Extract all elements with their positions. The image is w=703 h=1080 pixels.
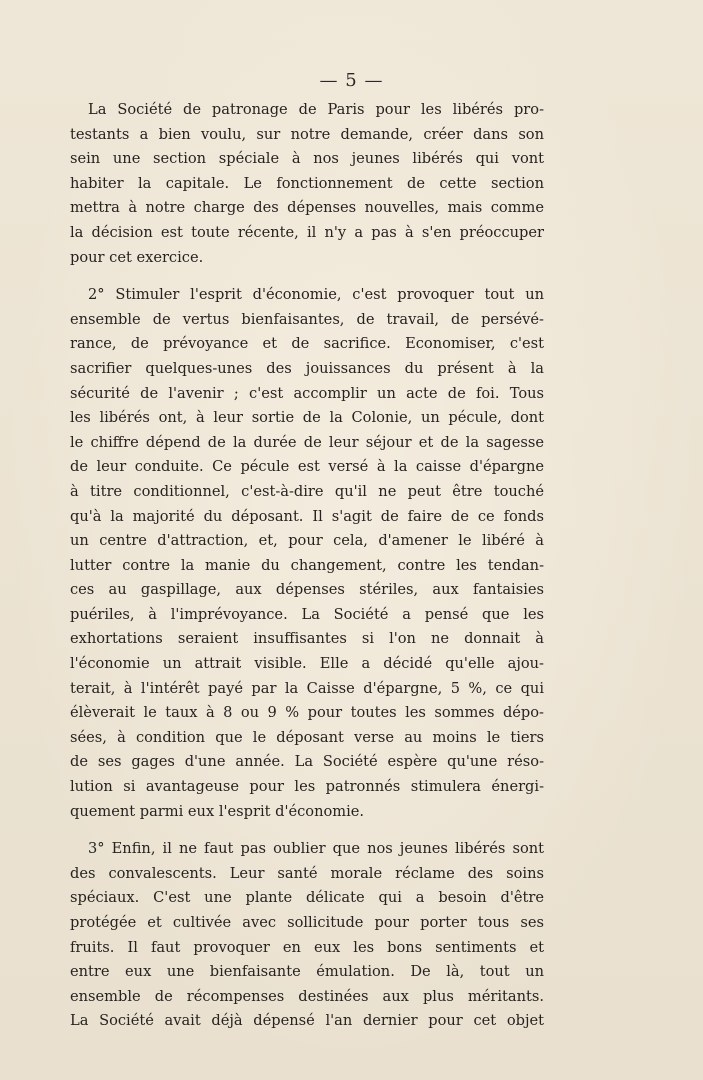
text-line: ensemble de vertus bienfaisantes, de travail, de persévé- <box>70 310 544 328</box>
text-line: quement parmi eux l'esprit d'économie. <box>70 802 365 820</box>
text-line: 3° Enfin, il ne faut pas oublier que nos jeunes libérés sont <box>88 840 544 858</box>
body-text <box>70 98 544 1047</box>
text-line: un centre d'attraction, et, pour cela, d'amener le libéré à <box>70 532 544 550</box>
text-line: mettra à notre charge des dépenses nouvelles, mais comme <box>70 199 544 217</box>
text-line: de ses gages d'une année. La Société espère qu'une réso- <box>70 753 544 771</box>
paragraph-economie <box>70 283 544 824</box>
text-line: rance, de prévoyance et de sacrifice. Economiser, c'est <box>70 335 544 353</box>
text-line: l'économie un attrait visible. Elle a décidé qu'elle ajou- <box>70 655 544 673</box>
text-line: à titre conditionnel, c'est-à-dire qu'il ne peut être touché <box>70 482 544 500</box>
text-line: entre eux une bienfaisante émulation. De là, tout un <box>70 963 544 981</box>
text-line: terait, à l'intérêt payé par la Caisse d'épargne, 5 %, ce qui <box>70 679 544 697</box>
text-line: qu'à la majorité du déposant. Il s'agit de faire de ce fonds <box>70 507 544 525</box>
text-line: sécurité de l'avenir ; c'est accomplir un acte de foi. Tous <box>70 384 544 402</box>
text-line: sées, à condition que le déposant verse au moins le tiers <box>70 728 544 746</box>
text-line: protégée et cultivée avec sollicitude pour porter tous ses <box>70 914 544 931</box>
text-line: sacrifier quelques-unes des jouissances du présent à la <box>70 359 544 377</box>
text-line: fruits. Il faut provoquer en eux les bons sentiments et <box>70 938 544 956</box>
paragraph-patronage-paris <box>70 98 544 270</box>
text-line: pour cet exercice. <box>70 248 204 266</box>
page-number: — 5 — <box>319 70 384 91</box>
text-line: exhortations seraient insuffisantes si l'on ne donnait à <box>70 630 544 648</box>
text-line: ces au gaspillage, aux dépenses stériles, aux fantaisies <box>70 581 544 599</box>
text-line: élèverait le taux à 8 ou 9 % pour toutes les sommes dépo- <box>70 704 544 722</box>
text-line: puériles, à l'imprévoyance. La Société a pensé que les <box>70 605 544 623</box>
text-line: le chiffre dépend de la durée de leur séjour et de la sagesse <box>70 433 544 451</box>
text-line: de leur conduite. Ce pécule est versé à la caisse d'épargne <box>70 458 544 476</box>
text-line: testants a bien voulu, sur notre demande, créer dans son <box>70 125 544 143</box>
text-line: ensemble de récompenses destinées aux plus méritants. <box>70 987 544 1005</box>
text-line: lutter contre la manie du changement, contre les tendan- <box>70 556 544 574</box>
text-line: sein une section spéciale à nos jeunes libérés qui vont <box>70 150 544 168</box>
text-line: spéciaux. C'est une plante délicate qui a besoin d'être <box>70 889 544 907</box>
text-line: lution si avantageuse pour les patronnés stimulera énergi- <box>70 778 544 796</box>
text-line: les libérés ont, à leur sortie de la Colonie, un pécule, dont <box>70 409 544 427</box>
text-line: La Société avait déjà dépensé l'an dernier pour cet objet <box>70 1012 544 1030</box>
text-line: La Société de patronage de Paris pour les libérés pro- <box>88 101 544 118</box>
text-line: habiter la capitale. Le fonctionnement de cette section <box>70 174 544 192</box>
paragraph-convalescents <box>70 837 544 1034</box>
text-line: des convalescents. Leur santé morale réclame des soins <box>70 864 544 882</box>
text-line: 2° Stimuler l'esprit d'économie, c'est provoquer tout un <box>88 286 544 304</box>
text-line: la décision est toute récente, il n'y a pas à s'en préoccuper <box>70 223 544 241</box>
